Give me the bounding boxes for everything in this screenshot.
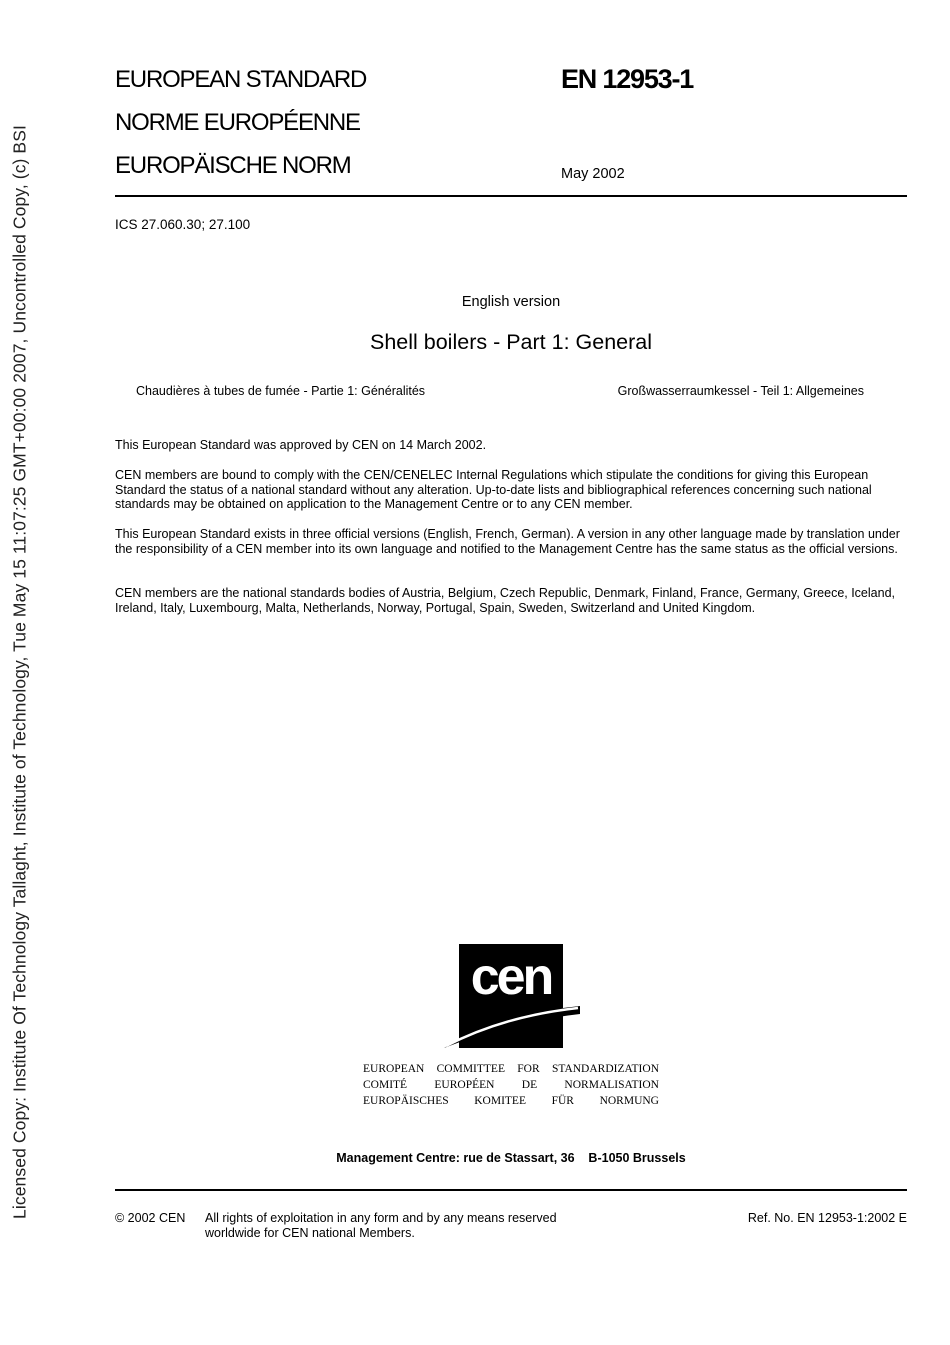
version-label: English version: [461, 294, 561, 310]
org-name-en: EUROPEAN COMMITTEE FOR STANDARDIZATION: [363, 1063, 659, 1075]
members-paragraph: CEN members are the national standards bodies of Austria, Belgium, Czech Republic, Denmark, Finland, France, Germany, Greece, Iceland, Ireland, Italy, Luxembourg, Malta, Netherlands, Norway, Portugal, Spain, Sweden, Switzerland and United Kingdom.: [115, 586, 895, 615]
approval-paragraph: This European Standard was approved by CEN on 14 March 2002.: [115, 438, 487, 452]
cen-logo-text: cen: [470, 948, 552, 1006]
german-title: Großwasserraumkessel - Teil 1: Allgemeines: [617, 384, 864, 398]
reference-number: Ref. No. EN 12953-1:2002 E: [747, 1211, 907, 1225]
title-european-standard: EUROPEAN STANDARD: [115, 66, 367, 93]
regulations-paragraph: CEN members are bound to comply with the CEN/CENELEC Internal Regulations which stipulate the conditions for giving this European Standard the status of a national standard without any alteration. Up-to-date lists and bibliographical references concerning such national standards may be obtained on application to the Management Centre or to any CEN member.: [115, 468, 872, 512]
org-name-fr: COMITÉ EUROPÉEN DE NORMALISATION: [363, 1079, 659, 1091]
copyright: © 2002 CEN: [115, 1211, 186, 1225]
header-divider: [115, 195, 907, 197]
main-title: Shell boilers - Part 1: General: [369, 330, 653, 354]
title-europaische-norm: EUROPÄISCHE NORM: [115, 152, 351, 179]
footer-divider: [115, 1189, 907, 1191]
cen-logo-icon: [440, 942, 580, 1059]
standard-number: EN 12953-1: [561, 64, 694, 94]
rights-line-1: All rights of exploitation in any form and by any means reserved: [205, 1211, 557, 1225]
french-title: Chaudières à tubes de fumée - Partie 1: Généralités: [136, 384, 426, 398]
ics-code: ICS 27.060.30; 27.100: [115, 217, 251, 232]
management-centre-address: Management Centre: rue de Stassart, 36 B-1050 Brussels: [336, 1151, 686, 1165]
versions-paragraph: This European Standard exists in three official versions (English, French, German). A version in any other language made by translation under the responsibility of a CEN member into its own language and notified to the Management Centre has the same status as the official versions.: [115, 527, 900, 556]
title-norme-europeenne: NORME EUROPÉENNE: [115, 109, 360, 136]
rights-statement: [205, 1211, 625, 1240]
rights-line-2: worldwide for CEN national Members.: [205, 1225, 415, 1240]
licensed-copy-watermark: Licensed Copy: Institute Of Technology Tallaght, Institute of Technology, Tue May 15 11:07:25 GMT+00:00 2007, Uncontrolled Copy, (c) BSI: [9, 125, 30, 1219]
publication-date: May 2002: [561, 166, 625, 182]
org-name-de: EUROPÄISCHES KOMITEE FÜR NORMUNG: [363, 1095, 659, 1107]
